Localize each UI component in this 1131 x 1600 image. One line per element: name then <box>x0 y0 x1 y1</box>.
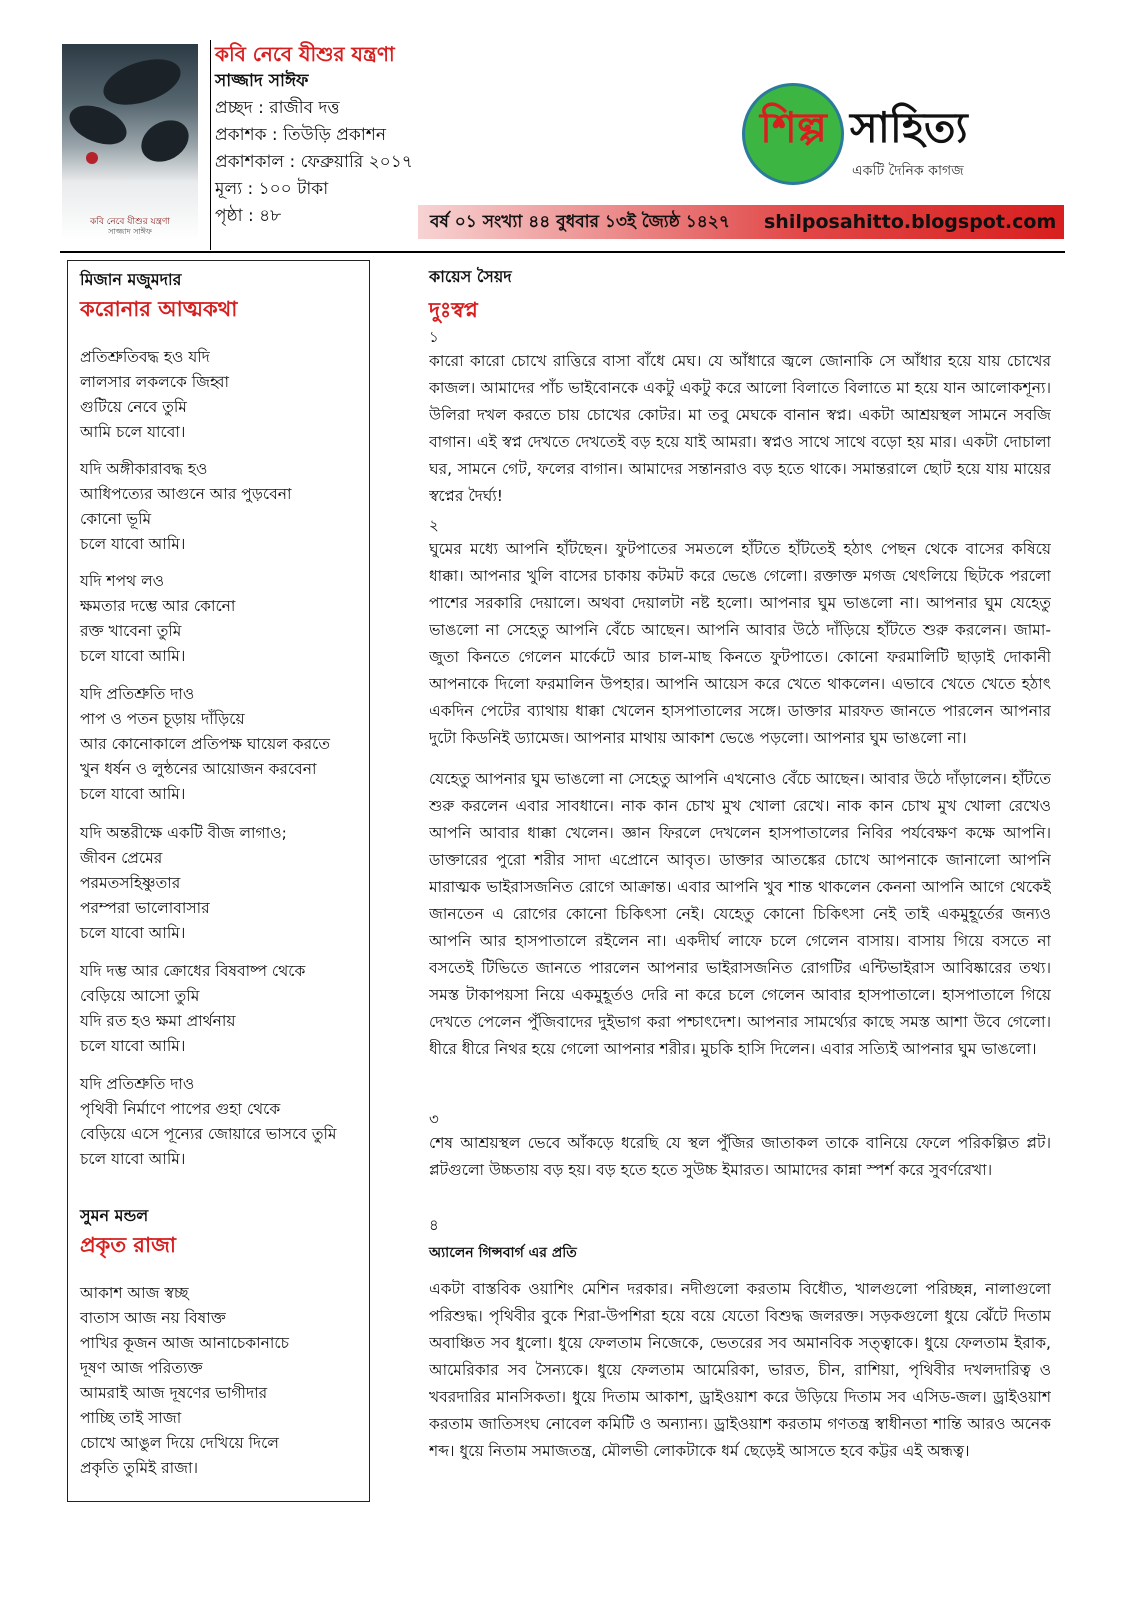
section-number: ২ <box>429 516 439 534</box>
poem-line: যদি প্রতিশ্রুতি দাও <box>80 685 195 703</box>
book-info <box>215 40 435 230</box>
book-author: সাজ্জাদ সাঈফ <box>215 71 309 91</box>
section-number: ৪ <box>429 1216 439 1234</box>
poem-line: কোনো ভূমি <box>80 510 152 528</box>
poem-line: চলে যাবো আমি। <box>80 647 186 665</box>
poem-line: যদি প্রতিশ্রুতি দাও <box>80 1075 195 1093</box>
website-link[interactable]: shilposahitto.blogspot.com <box>764 211 1057 233</box>
poem1-author: মিজান মজুমদার <box>80 270 182 289</box>
issue-info: বর্ষ ০১ সংখ্যা ৪৪ বুধবার ১৩ই জ্যৈষ্ঠ ১৪২৭ <box>430 212 730 232</box>
poem-line: চলে যাবো আমি। <box>80 785 186 803</box>
book-title: কবি নেবে যীশুর যন্ত্রণা <box>215 42 395 66</box>
poem-line: চোখে আঙুল দিয়ে দেখিয়ে দিলে <box>80 1434 279 1452</box>
header-divider <box>210 40 211 250</box>
masthead-tagline: একটি দৈনিক কাগজ <box>852 163 964 179</box>
poem-line: পরম্পরা ভালোবাসার <box>80 899 210 917</box>
poem1-title: করোনার আত্মকথা <box>80 297 238 321</box>
poem-line: প্রকৃতি তুমিই রাজা। <box>80 1459 198 1477</box>
poem-line: জীবন প্রেমের <box>80 849 163 867</box>
poem-line: লালসার লকলকে জিহ্বা <box>80 373 229 391</box>
book-price: মূল্য : ১০০ টাকা <box>215 179 329 199</box>
poem-line: যদি অন্তরীক্ষে একটি বীজ লাগাও; <box>80 824 287 842</box>
poem-line: খুন ধর্ষন ও লুন্ঠনের আয়োজন করবেনা <box>80 760 317 778</box>
prose-paragraph: একটা বাস্তবিক ওয়াশিং মেশিন দরকার। নদীগুলো করতাম বিধৌত, খালগুলো পরিচ্ছন্ন, নালাগুলো পরিশুদ্ধ। পৃথিবীর বুকে শিরা-উপশিরা হয়ে বয়ে যেতো বিশুদ্ধ জলরক্ত। সড়কগুলো ধুয়ে ঝেঁটে দিতাম অবাঞ্চিত সব ধুলো। ধুয়ে ফেলতাম নিজেকে, ভেতরের সব অমানবিক সত্ত্বাকে। ধুয়ে ফেলতাম ইরাক, আমেরিকার সব সৈন্যকে। ধুয়ে ফেলতাম আমেরিকা, ভারত, চীন, রাশিয়া, পৃথিবীর দখলদারিত্ব ও খবরদারির মানসিকতা। ধুয়ে দিতাম আকাশ, ড্রাইওয়াশ করে উড়িয়ে দিতাম সব এসিড-জল। ড্রাইওয়াশ করতাম জাতিসংঘ নোবেল কমিটি ও অন্যান্য। ড্রাইওয়াশ করতাম গণতন্ত্র স্বাধীনতা শান্তি আরও অনেক শব্দ। ধুয়ে নিতাম সমাজতন্ত্র, মৌলভী লোকটাকে ধর্ম ছেড়েই আসতে হবে কট্টর এই অন্ধত্ব। <box>429 1280 1051 1460</box>
masthead-name-part2: সাহিত্য <box>850 103 968 152</box>
poem-line: আকাশ আজ স্বচ্ছ <box>80 1284 189 1302</box>
header-bottom-rule <box>60 251 1065 253</box>
prose-author: কায়েস সৈয়দ <box>429 267 512 286</box>
poem-line: চলে যাবো আমি। <box>80 535 186 553</box>
poem-line: পাখির কূজন আজ আনাচেকানাচে <box>80 1334 289 1352</box>
poem-line: গুটিয়ে নেবে তুমি <box>80 398 187 416</box>
poem-line: যদি অঙ্গীকারাবদ্ধ হও <box>80 460 208 478</box>
poem1-stanza <box>80 345 365 445</box>
poem1-stanza <box>80 569 365 669</box>
issue-date-bar <box>418 205 1064 239</box>
poem-line: যদি শপথ লও <box>80 572 165 590</box>
book-publisher: প্রকাশক : তিউড়ি প্রকাশন <box>215 125 386 145</box>
section-number: ৩ <box>429 1110 439 1128</box>
poem-line: যদি রত হও ক্ষমা প্রার্থনায় <box>80 1012 236 1030</box>
poem-line: রক্ত খাবেনা তুমি <box>80 622 182 640</box>
book-cover-image <box>62 44 198 241</box>
poem-line: পৃথিবী নির্মাণে পাপের গুহা থেকে <box>80 1100 281 1118</box>
poem-line: আধিপত্যের আগুনে আর পুড়বেনা <box>80 485 292 503</box>
poem-line: যদি দম্ভ আর ক্রোধের বিষবাষ্প থেকে <box>80 962 306 980</box>
cover-artwork <box>98 51 186 114</box>
cover-title: কবি নেবে যীশুর যন্ত্রণা <box>89 217 171 227</box>
masthead-logo <box>742 83 1082 188</box>
book-cover-artist: প্রচ্ছদ : রাজীব দত্ত <box>215 98 340 118</box>
cover-author: সাজ্জাদ সাঈফ <box>108 227 152 236</box>
prose-paragraph: ঘুমের মধ্যে আপনি হাঁটছেন। ফুটপাতের সমতলে হাঁটতে হাঁটতেই হঠাৎ পেছন থেকে বাসের কষিয়ে ধাক্কা। আপনার খুলি বাসের চাকায় কটমট করে ভেঙে গেলো। রক্তাক্ত মগজ থেৎলিয়ে ছিটকে পরলো পাশের সরকারি দেয়ালে। অথবা দেয়ালটা নষ্ট হলো। আপনার ঘুম ভাঙলো না। আপনার ঘুম যেহেতু ভাঙলো না সেহেতু আপনি বেঁচে আছেন। আপনি আবার উঠে দাঁড়িয়ে হাঁটতে শুরু করলেন। জামা-জুতা কিনতে গেলেন মার্কেটে আর চাল-মাছ কিনতে ফুটপাতে। কোনো ফরমালিটি ছাড়াই দোকানী আপনাকে দিলো ফরমালিন উপহার। আপনি আয়েস করে খেতে থাকলেন। এভাবে খেতে খেতে হঠাৎ একদিন পেটের ব্যাথায় ধাক্কা খেলেন হাসপাতালের সঙ্গে। ডাক্তার মারফত জানতে পারলেন আপনার দুটো কিডনিই ড্যামেজ। আপনার মাথায় আকাশ ভেঙে পড়লো। আপনার ঘুম ভাঙলো না। <box>429 540 1051 747</box>
prose-paragraph: কারো কারো চোখে রাত্তিরে বাসা বাঁধে মেঘ। যে আঁধারে জ্বলে জোনাকি সে আঁধার হয়ে যায় চোখের কাজল। আমাদের পাঁচ ভাইবোনকে একটু একটু করে আলো বিলাতে বিলাতে মা হয়ে যান আলোকশূন্য। উলিরা দখল করতে চায় চোখের কোটর। মা তবু মেঘকে বানান স্বপ্ন। একটা আশ্রয়স্থল সামনে সবজি বাগান। এই স্বপ্ন দেখতে দেখতেই বড় হয়ে যাই আমরা। স্বপ্নও সাথে সাথে বড়ো হয় মার। একটা দোচালা ঘর, সামনে গেট, ফলের বাগান। আমাদের সন্তানরাও বড় হতে থাকে। সমান্তরালে ছোট হয়ে যায় মায়ের স্বপ্নের দৈর্ঘ্য! <box>429 352 1051 505</box>
prose-title: দুঃস্বপ্ন <box>429 298 478 322</box>
poem-line: আমরাই আজ দূষণের ভাগীদার <box>80 1384 268 1402</box>
poem-line: পাপ ও পতন চূড়ায় দাঁড়িয়ে <box>80 710 245 728</box>
prose-paragraph: যেহেতু আপনার ঘুম ভাঙলো না সেহেতু আপনি এখনোও বেঁচে আছেন। আবার উঠে দাঁড়ালেন। হাঁটতে শুরু করলেন এবার সাবধানে। নাক কান চোখ মুখ খোলা রেখে। নাক কান চোখ মুখ খোলা রেখেও আপনি আবার ধাক্কা খেলেন। জ্ঞান ফিরলে দেখলেন হাসপাতালের নিবির পর্যবেক্ষণ কক্ষে আপনি। ডাক্তারের পুরো শরীর সাদা এপ্রোনে আবৃত। ডাক্তার আতঙ্কের চোখে আপনাকে জানালো আপনি মারাত্মক ভাইরাসজনিত রোগে আক্রান্ত। এবার আপনি খুব শান্ত থাকলেন কেননা আপনি আগে থেকেই জানতেন এ রোগের কোনো চিকিৎসা নেই। যেহেতু কোনো চিকিৎসা নেই তাই একমুহূর্তের জন্যও আপনি আর হাসপাতালে রইলেন না। একদীর্ঘ লাফে চলে গেলেন বাসায়। বাসায় গিয়ে বসতে না বসতেই টিভিতে জানতে পারলেন আপনার ভাইরাসজনিত রোগটির এন্টিভাইরাস আবিষ্কারের তথ্য। সমস্ত টাকাপয়সা নিয়ে একমুহূর্তও দেরি না করে চলে গেলেন আবার হাসপাতালে। হাসপাতালে গিয়ে দেখতে পেলেন পুঁজিবাদের দুইভাগ করা পশ্চাৎদেশ। আপনার সামর্থ্যের কাছে সমস্ত আশা উবে গেলো। ধীরে ধীরে নিথর হয়ে গেলো আপনার শরীর। মুচকি হাসি দিলেন। এবার সত্যিই আপনার ঘুম ভাঙলো। <box>429 770 1051 1058</box>
cover-artwork <box>134 112 196 170</box>
poem-line: দূষণ আজ পরিত্যক্ত <box>80 1359 203 1377</box>
poem1-stanza <box>80 457 365 557</box>
poem-line: পরমতসহিষ্ণুতার <box>80 874 181 892</box>
book-publish-date: প্রকাশকাল : ফেব্রুয়ারি ২০১৭ <box>215 152 413 172</box>
masthead-name-part1: শিল্প <box>760 103 827 152</box>
poems-box <box>67 260 370 1502</box>
poem-line: চলে যাবো আমি। <box>80 924 186 942</box>
prose-paragraph: শেষ আশ্রয়স্থল ভেবে আঁকড়ে ধরেছি যে স্থল পুঁজির জাতাকল তাকে বানিয়ে ফেলে পরিকল্পিত প্লট। প্লটগুলো উচ্চতায় বড় হয়। বড় হতে হতে সুউচ্চ ইমারত। আমাদের কান্না স্পর্শ করে সুবর্ণরেখা। <box>429 1134 1051 1179</box>
poem-line: চলে যাবো আমি। <box>80 1037 186 1055</box>
poem2-author: সুমন মন্ডল <box>80 1206 149 1225</box>
cover-artwork <box>64 98 132 152</box>
poem-line: আর কোনোকালে প্রতিপক্ষ ঘায়েল করতে <box>80 735 330 753</box>
poem1-stanza <box>80 821 365 946</box>
book-pages: পৃষ্ঠা : ৪৮ <box>215 206 282 226</box>
cover-artwork <box>86 152 98 164</box>
poem-line: প্রতিশ্রুতিবদ্ধ হও যদি <box>80 348 210 366</box>
poem-line: পাচ্ছি তাই সাজা <box>80 1409 182 1427</box>
poem-line: চলে যাবো আমি। <box>80 1150 186 1168</box>
section-number: ১ <box>429 328 439 346</box>
poem1-stanza <box>80 682 365 807</box>
poem2-title: প্রকৃত রাজা <box>80 1233 176 1257</box>
prose-subtitle: অ্যালেন গিন্সবার্গ এর প্রতি <box>429 1245 577 1261</box>
poem-line: বাতাস আজ নয় বিষাক্ত <box>80 1309 226 1327</box>
poem1-stanza <box>80 1072 365 1172</box>
poem-line: আমি চলে যাবো। <box>80 423 186 441</box>
poem1-stanza <box>80 959 365 1059</box>
poem2-stanza <box>80 1281 365 1481</box>
poem-line: বেড়িয়ে আসো তুমি <box>80 987 200 1005</box>
poem-line: ক্ষমতার দম্ভে আর কোনো <box>80 597 236 615</box>
poem-line: বেড়িয়ে এসে পূন্যের জোয়ারে ভাসবে তুমি <box>80 1125 337 1143</box>
